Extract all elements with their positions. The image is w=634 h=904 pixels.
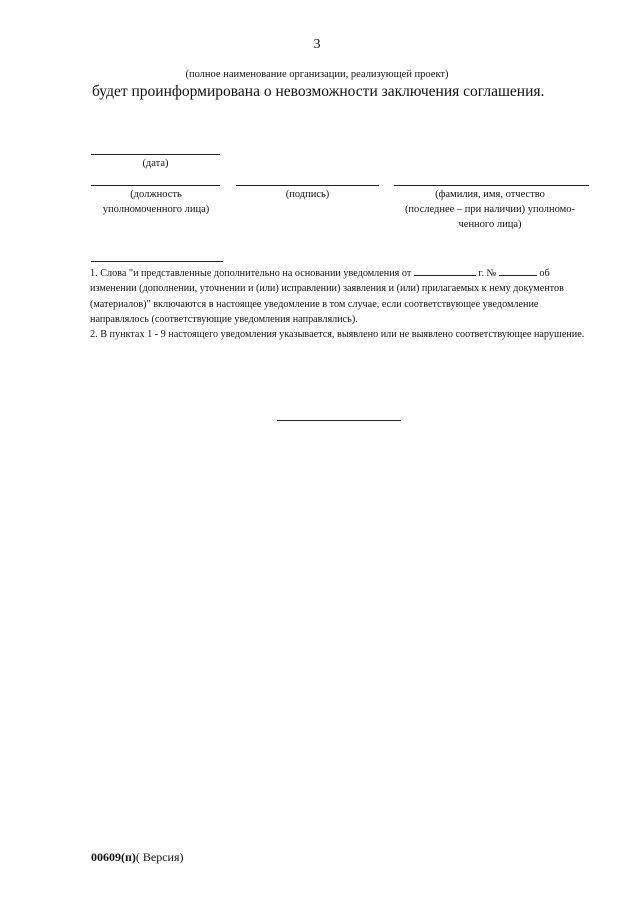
- footnote-1-text-c: об изменении (дополнении, уточнении и (или) исправлении) заявления и (или) прилагаемых к нему документов (материалов)" включаются в настоящее уведомление в том случае, если соответствующее уведомление направлялось (соответствующие уведомления направлялись).: [90, 268, 564, 325]
- signature-caption: (подпись): [285, 189, 330, 200]
- footnote-separator: [91, 261, 223, 262]
- document-code-number: 00609(п): [91, 850, 136, 864]
- footnote-2: 2. В пунктах 1 - 9 настоящего уведомления указывается, выявлено или не выявлено соответствующее нарушение.: [90, 329, 585, 341]
- number-blank: [499, 266, 537, 276]
- date-line: [91, 154, 220, 155]
- position-line: [91, 185, 220, 186]
- page-number: 3: [313, 37, 321, 52]
- footnotes: [90, 266, 590, 342]
- end-of-text-line: [277, 420, 401, 421]
- signature-line: [236, 185, 379, 186]
- document-code: [91, 850, 184, 865]
- full-name-line: [394, 185, 589, 186]
- footnote-1-text-a: 1. Слова "и представленные дополнительно на основании уведомления от: [90, 268, 412, 279]
- date-blank: [414, 266, 476, 276]
- full-name-caption-line-2: (последнее – при наличии) уполномо-: [404, 204, 576, 216]
- full-name-caption-line-1: (фамилия, имя, отчество: [435, 189, 545, 200]
- position-caption-line-1: (должность: [130, 189, 182, 200]
- position-caption-line-2: уполномоченного лица): [102, 204, 210, 216]
- document-version: ( Версия): [135, 850, 184, 864]
- footnote-1: [90, 266, 590, 327]
- full-name-caption: [390, 187, 590, 233]
- full-name-caption-line-3: ченного лица): [458, 219, 522, 231]
- organization-name-caption: (полное наименование организации, реализующей проект): [185, 69, 449, 80]
- footnote-1-text-b: г. №: [478, 268, 497, 279]
- notification-statement: будет проинформирована о невозможности заключения соглашения.: [92, 83, 545, 100]
- date-caption: (дата): [142, 158, 169, 169]
- position-caption: [80, 187, 232, 217]
